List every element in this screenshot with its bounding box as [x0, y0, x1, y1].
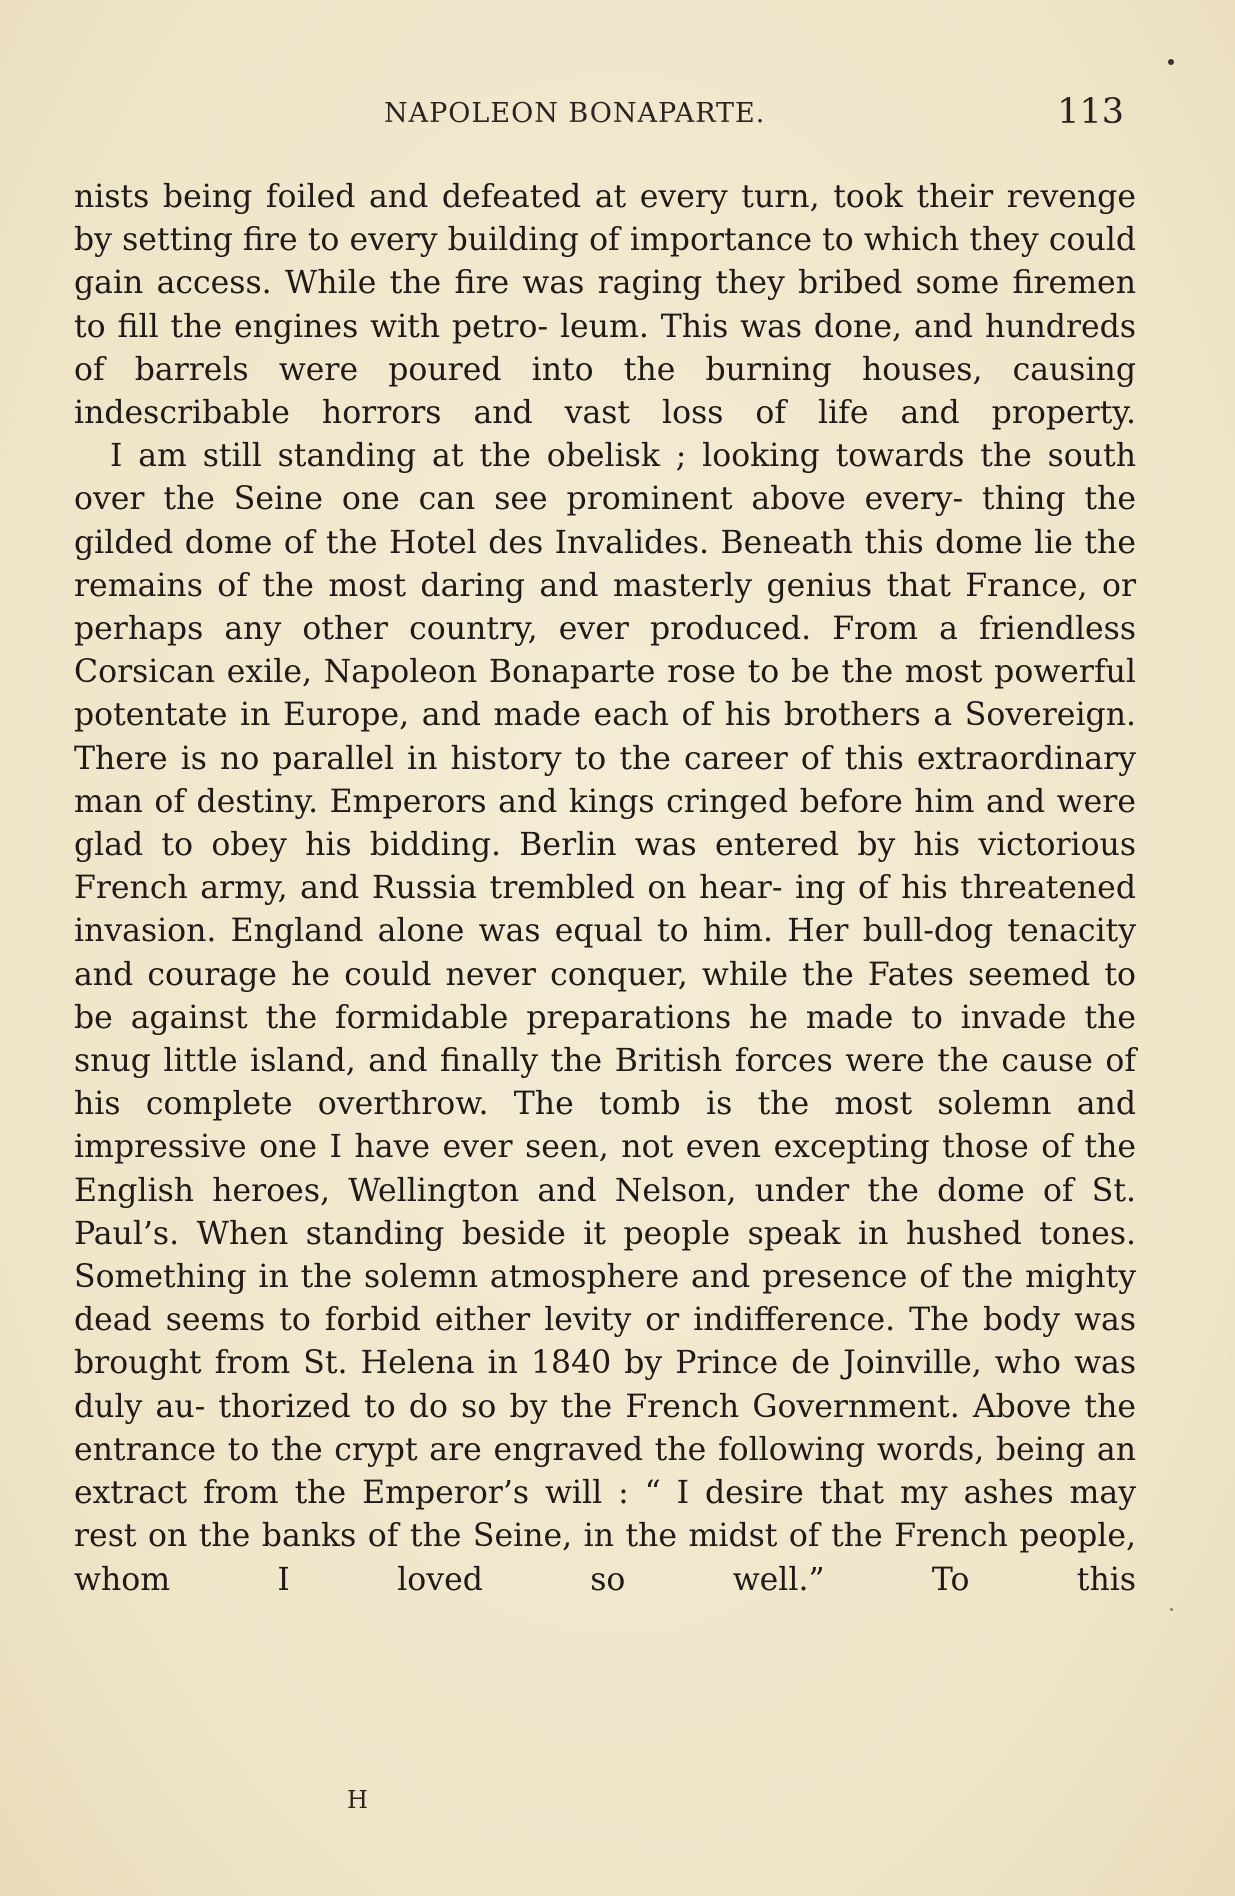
- ink-speck: [1170, 1608, 1173, 1611]
- paragraph: nists being foiled and defeated at every turn, took their revenge by setting fire to every building of importance to which they could gain access. While the fire was raging they bribed some firemen to fill the engines with petro- leum. This was done, and hundreds of barrels were poured into the burning houses, causing indescribable horrors and vast loss of life and property.: [74, 179, 1136, 432]
- body-text: [74, 176, 1136, 1602]
- page-number: 113: [1057, 92, 1124, 132]
- ink-speck: [1168, 59, 1174, 65]
- running-title: NAPOLEON BONAPARTE.: [384, 98, 766, 129]
- signature-mark: H: [347, 1786, 368, 1814]
- paragraph: I am still standing at the obelisk ; looking towards the south over the Seine one can see prominent above every- thing the gilded dome of the Hotel des Invalides. Beneath this dome lie the remains of the most daring and masterly genius that France, or perhaps any other country, ever produced. From a friendless Corsican exile, Napoleon Bonaparte rose to be the most powerful potentate in Europe, and made each of his brothers a Sovereign. There is no parallel in history to the career of this extraordinary man of destiny. Emperors and kings cringed before him and were glad to obey his bidding. Berlin was entered by his victorious French army, and Russia trembled on hear- ing of his threatened invasion. England alone was equal to him. Her bull-dog tenacity and courage he could never conquer, while the Fates seemed to be against the formidable preparations he made to invade the snug little island, and finally the British forces were the cause of his complete overthrow. The tomb is the most solemn and impressive one I have ever seen, not even excepting those of the English heroes, Wellington and Nelson, under the dome of St. Paul’s. When standing beside it people speak in hushed tones. Something in the solemn atmosphere and presence of the mighty dead seems to forbid either levity or indifference. The body was brought from St. Helena in 1840 by Prince de Joinville, who was duly au- thorized to do so by the French Government. Above the entrance to the crypt are engraved the following words, being an extract from the Emperor’s will : “ I desire that my ashes may rest on the banks of the Seine, in the midst of the French people, whom I loved so well.” To this: [74, 438, 1136, 1598]
- page-header: [74, 92, 1124, 142]
